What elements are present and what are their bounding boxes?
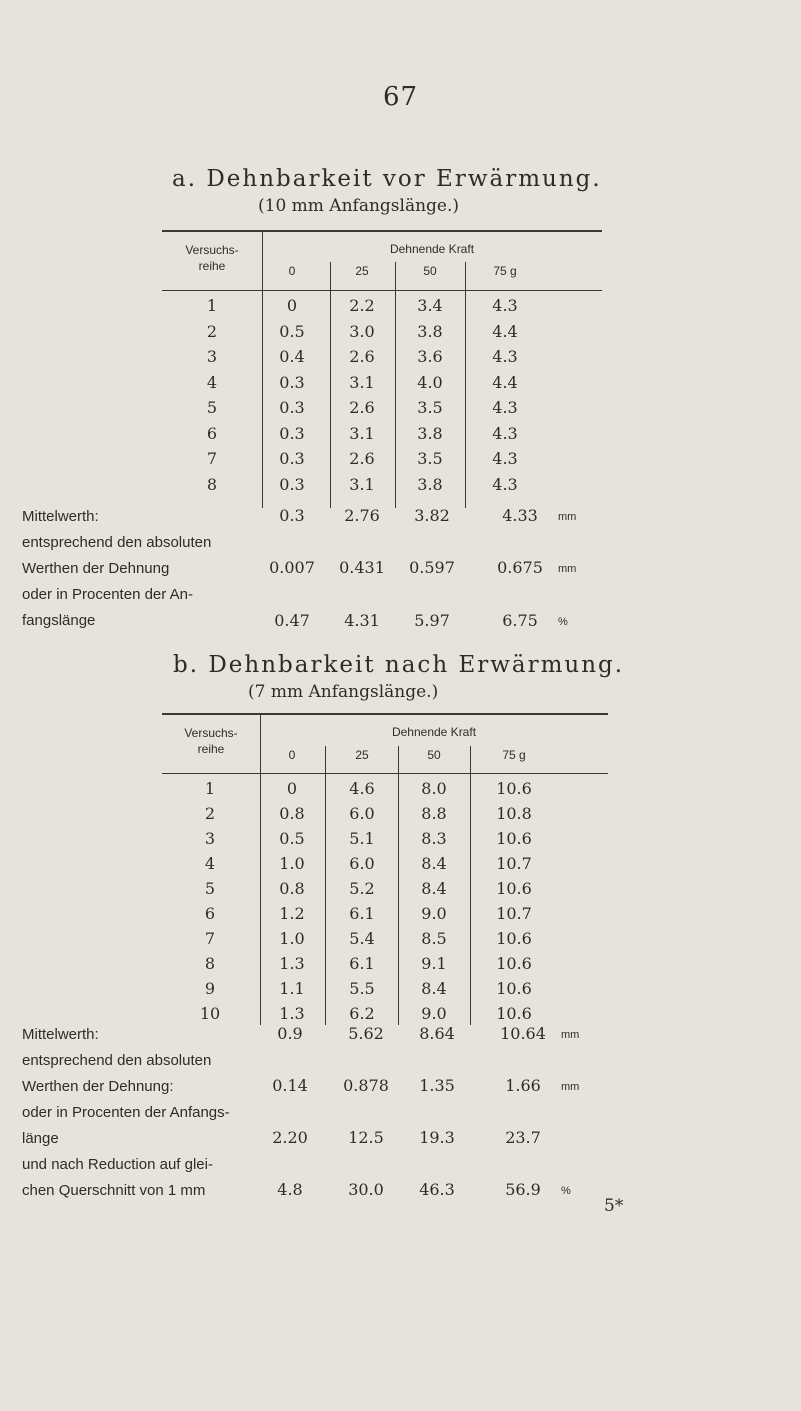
section_b-row-9-cell-3: 8.4	[421, 979, 447, 998]
section_b-row-3-cell-1: 0.5	[279, 829, 305, 848]
section_b-absolut-value-2: 1.35	[419, 1076, 455, 1095]
section_b-row-7-cell-3: 8.5	[421, 929, 447, 948]
section_b-mittel-unit: mm	[561, 1029, 580, 1041]
section_a-mittel-value-2: 3.82	[414, 506, 450, 525]
section_b-col-divider-4	[470, 746, 471, 1025]
section_b-row-6-cell-4: 10.7	[496, 904, 532, 923]
section_a-row-6-cell-1: 0.3	[279, 423, 305, 443]
section_a-mittel-value-1: 2.76	[344, 506, 380, 525]
section_a-col-divider-4	[465, 262, 466, 508]
section_b-row-3-cell-3: 8.3	[421, 829, 447, 848]
section_a-head-rule	[162, 290, 602, 291]
section_a-title: a. Dehnbarkeit vor Erwärmung.	[172, 166, 602, 192]
section_b-procent-value-2: 19.3	[419, 1128, 455, 1147]
section_b-row-6-cell-2: 6.1	[349, 904, 375, 923]
section_b-row-7-cell-0: 7	[204, 929, 216, 948]
section_b-row-1-cell-0: 1	[204, 779, 216, 798]
section_a-header-row-label: Versuchs- reihe	[185, 243, 239, 273]
section_a-absolut-value-2: 0.597	[409, 558, 455, 577]
section_a-row-3-cell-1: 0.4	[279, 347, 305, 366]
section_b-row-8-cell-1: 1.3	[279, 954, 305, 973]
section_b-row-1-cell-2: 4.6	[349, 779, 375, 798]
section_b-row-10-cell-3: 9.0	[421, 1004, 447, 1023]
section_a-row-8-cell-0: 8	[206, 474, 218, 494]
section_b-row-3-cell-4: 10.6	[496, 829, 532, 848]
section_b-row-2-cell-0: 2	[204, 804, 216, 823]
section_b-row-2-cell-4: 10.8	[496, 804, 532, 823]
section_b-absolut-value-0: 0.14	[272, 1076, 308, 1095]
section_b-row-8-cell-0: 8	[204, 954, 216, 973]
section_a-procent-value-3: 6.75	[502, 611, 538, 630]
section_b-row-9-cell-1: 1.1	[279, 979, 305, 998]
section_a-row-5-cell-1: 0.3	[279, 398, 305, 417]
section_a-procent-unit: %	[558, 616, 568, 628]
section_a-row-7-cell-2: 2.6	[349, 449, 375, 468]
section_b-mittel-value-1: 5.62	[348, 1024, 384, 1043]
section_b-col-divider-3	[398, 746, 399, 1025]
section_a-row-7-cell-3: 3.5	[417, 449, 443, 468]
section_a-absolut-value-0: 0.007	[269, 558, 315, 577]
section_b-row-4-cell-0: 4	[204, 854, 216, 873]
section_b-row-6-cell-3: 9.0	[421, 904, 447, 923]
section_a-row-4-cell-3: 4.0	[417, 372, 443, 392]
section_b-row-9-cell-0: 9	[204, 979, 216, 998]
section_b-row-7-cell-2: 5.4	[349, 929, 375, 948]
section_b-reduction-label: und nach Reduction auf glei- chen Querschnitt von 1 mm	[22, 1156, 213, 1199]
section_b-row-3-cell-0: 3	[204, 829, 216, 848]
section_a-mittel-value-3: 4.33	[502, 506, 538, 525]
section_a-row-6-cell-3: 3.8	[417, 423, 443, 443]
section_a-row-8-cell-3: 3.8	[417, 474, 443, 494]
section_a-row-5-cell-4: 4.3	[492, 398, 518, 417]
section_a-row-8-cell-4: 4.3	[492, 474, 518, 494]
section_b-row-5-cell-0: 5	[204, 879, 216, 898]
signature-mark: 5*	[604, 1196, 624, 1216]
section_b-row-10-cell-4: 10.6	[496, 1004, 532, 1023]
section_b-row-7-cell-1: 1.0	[279, 929, 305, 948]
section_a-row-6-cell-0: 6	[206, 423, 218, 443]
section_b-mittel-value-0: 0.9	[277, 1024, 303, 1043]
section_a-col-divider-3	[395, 262, 396, 508]
section_a-row-8-cell-1: 0.3	[279, 474, 305, 494]
section_b-procent-value-1: 12.5	[348, 1128, 384, 1147]
section_b-row-2-cell-2: 6.0	[349, 804, 375, 823]
section_b-row-4-cell-3: 8.4	[421, 854, 447, 873]
section_a-row-6-cell-4: 4.3	[492, 423, 518, 443]
section_a-mittel-unit: mm	[558, 511, 577, 523]
section_a-absolut-value-1: 0.431	[339, 558, 385, 577]
section_b-top-rule	[162, 713, 608, 715]
section_b-absolut-label: entsprechend den absoluten Werthen der Dehnung:	[22, 1052, 212, 1095]
section_a-row-2-cell-0: 2	[206, 321, 218, 341]
section_b-mittel-label: Mittelwerth:	[22, 1026, 99, 1043]
section_a-header-col-1: 25	[355, 264, 369, 278]
section_b-row-7-cell-4: 10.6	[496, 929, 532, 948]
section_b-reduction-value-3: 56.9	[505, 1180, 541, 1199]
section_b-header-col-1: 25	[355, 748, 369, 762]
section_a-procent-value-2: 5.97	[414, 611, 450, 630]
section_a-row-4-cell-2: 3.1	[349, 372, 375, 392]
section_a-row-1-cell-4: 4.3	[492, 296, 518, 315]
section_b-row-8-cell-4: 10.6	[496, 954, 532, 973]
section_a-row-1-cell-0: 1	[206, 296, 218, 315]
section_b-col-divider-2	[325, 746, 326, 1025]
section_a-row-7-cell-4: 4.3	[492, 449, 518, 468]
section_a-row-2-cell-1: 0.5	[279, 321, 305, 341]
section_a-subtitle: (10 mm Anfangslänge.)	[258, 196, 460, 216]
section_b-reduction-value-1: 30.0	[348, 1180, 384, 1199]
section_b-row-2-cell-3: 8.8	[421, 804, 447, 823]
section_b-row-5-cell-2: 5.2	[349, 879, 375, 898]
section_b-row-4-cell-1: 1.0	[279, 854, 305, 873]
section_b-row-1-cell-4: 10.6	[496, 779, 532, 798]
section_b-row-5-cell-1: 0.8	[279, 879, 305, 898]
section_a-row-5-cell-3: 3.5	[417, 398, 443, 417]
section_b-absolut-value-1: 0.878	[343, 1076, 389, 1095]
section_a-row-5-cell-0: 5	[206, 398, 218, 417]
section_b-row-4-cell-4: 10.7	[496, 854, 532, 873]
section_a-mittel-label: Mittelwerth:	[22, 508, 99, 525]
section_b-row-3-cell-2: 5.1	[349, 829, 375, 848]
section_b-row-10-cell-2: 6.2	[349, 1004, 375, 1023]
section_b-row-10-cell-1: 1.3	[279, 1004, 305, 1023]
section_b-title: b. Dehnbarkeit nach Erwärmung.	[173, 652, 625, 678]
section_a-row-8-cell-2: 3.1	[349, 474, 375, 494]
section_b-procent-value-3: 23.7	[505, 1128, 541, 1147]
section_b-row-9-cell-4: 10.6	[496, 979, 532, 998]
section_b-absolut-value-3: 1.66	[505, 1076, 541, 1095]
page-number: 67	[382, 82, 419, 112]
section_a-row-1-cell-1: 0	[286, 296, 298, 315]
section_b-subtitle: (7 mm Anfangslänge.)	[248, 682, 439, 702]
section_a-row-6-cell-2: 3.1	[349, 423, 375, 443]
section_a-procent-label: oder in Procenten der An- fangslänge	[22, 586, 193, 629]
section_b-row-5-cell-3: 8.4	[421, 879, 447, 898]
section_b-absolut-unit: mm	[561, 1081, 580, 1093]
section_b-row-6-cell-1: 1.2	[279, 904, 305, 923]
section_a-header-col-3: 75 g	[493, 264, 517, 278]
section_b-row-9-cell-2: 5.5	[349, 979, 375, 998]
section_b-reduction-value-2: 46.3	[419, 1180, 455, 1199]
section_a-row-3-cell-3: 3.6	[417, 347, 443, 366]
section_a-absolut-unit: mm	[558, 563, 577, 575]
section_b-mittel-value-2: 8.64	[419, 1024, 455, 1043]
section_b-header-col-3: 75 g	[502, 748, 526, 762]
section_b-col-divider-1	[260, 713, 261, 1025]
section_b-row-1-cell-1: 0	[286, 779, 298, 798]
section_a-header-col-0: 0	[288, 264, 296, 278]
section_a-procent-value-1: 4.31	[344, 611, 380, 630]
section_b-reduction-value-0: 4.8	[277, 1180, 303, 1199]
section_a-mittel-value-0: 0.3	[279, 506, 305, 525]
section_a-row-2-cell-3: 3.8	[417, 321, 443, 341]
section_b-row-10-cell-0: 10	[199, 1004, 221, 1023]
section_a-row-2-cell-2: 3.0	[349, 321, 375, 341]
section_a-row-4-cell-4: 4.4	[492, 372, 518, 392]
section_b-head-rule	[162, 773, 608, 774]
section_b-row-8-cell-2: 6.1	[349, 954, 375, 973]
section_a-row-4-cell-0: 4	[206, 372, 218, 392]
section_b-row-6-cell-0: 6	[204, 904, 216, 923]
section_b-row-5-cell-4: 10.6	[496, 879, 532, 898]
section_a-row-3-cell-2: 2.6	[349, 347, 375, 366]
section_a-row-3-cell-4: 4.3	[492, 347, 518, 366]
section_a-row-1-cell-2: 2.2	[349, 296, 375, 315]
section_b-header-row-label: Versuchs- reihe	[184, 726, 238, 756]
section_a-row-5-cell-2: 2.6	[349, 398, 375, 417]
section_a-row-1-cell-3: 3.4	[417, 296, 443, 315]
section_b-header-group: Dehnende Kraft	[391, 725, 477, 739]
section_a-row-3-cell-0: 3	[206, 347, 218, 366]
section_b-reduction-unit: %	[561, 1185, 571, 1197]
section_b-header-col-2: 50	[427, 748, 441, 762]
section_b-header-col-0: 0	[288, 748, 296, 762]
section_b-procent-value-0: 2.20	[272, 1128, 308, 1147]
section_b-row-2-cell-1: 0.8	[279, 804, 305, 823]
section_a-absolut-label: entsprechend den absoluten Werthen der Dehnung	[22, 534, 212, 577]
section_a-col-divider-2	[330, 262, 331, 508]
section_b-procent-label: oder in Procenten der Anfangs- länge	[22, 1104, 230, 1147]
section_b-row-4-cell-2: 6.0	[349, 854, 375, 873]
section_a-top-rule	[162, 230, 602, 232]
section_a-row-2-cell-4: 4.4	[492, 321, 518, 341]
section_a-header-col-2: 50	[423, 264, 437, 278]
section_a-absolut-value-3: 0.675	[497, 558, 543, 577]
section_a-row-7-cell-1: 0.3	[279, 449, 305, 468]
section_b-mittel-value-3: 10.64	[500, 1024, 546, 1043]
section_b-row-8-cell-3: 9.1	[421, 954, 447, 973]
section_a-row-7-cell-0: 7	[206, 449, 218, 468]
section_a-header-group: Dehnende Kraft	[389, 242, 475, 256]
section_a-procent-value-0: 0.47	[274, 611, 310, 630]
section_a-row-4-cell-1: 0.3	[279, 372, 305, 392]
section_b-row-1-cell-3: 8.0	[421, 779, 447, 798]
